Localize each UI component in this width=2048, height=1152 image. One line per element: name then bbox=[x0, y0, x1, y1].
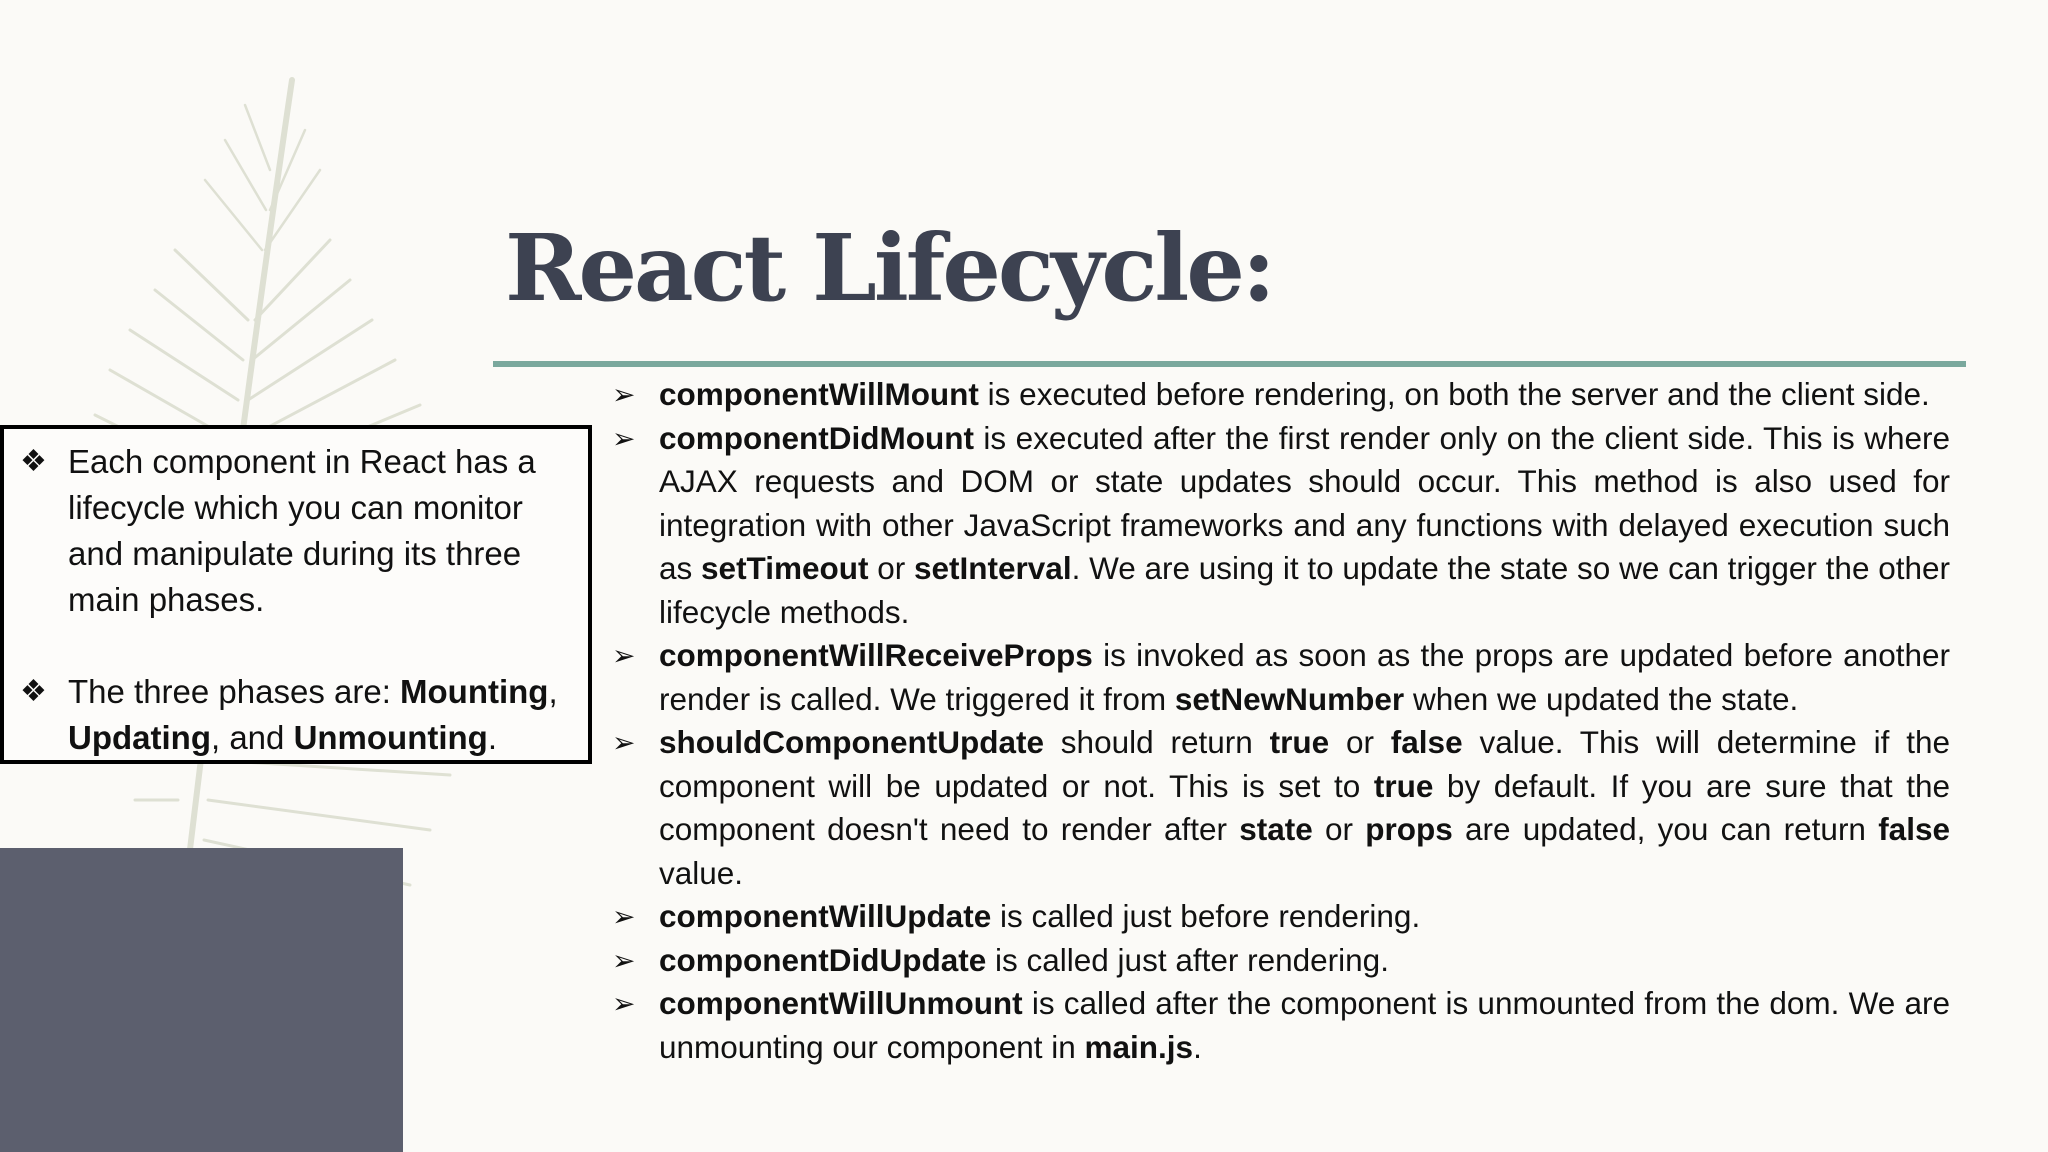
summary-item bbox=[18, 669, 583, 761]
method-name: shouldComponentUpdate bbox=[659, 724, 1044, 760]
arrowhead-bullet-icon: ➢ bbox=[612, 379, 636, 410]
arrowhead-bullet-icon: ➢ bbox=[612, 422, 636, 454]
method-name: componentWillUpdate bbox=[659, 898, 992, 934]
item-text: is called just before rendering. bbox=[991, 898, 1421, 934]
list-item bbox=[612, 895, 1950, 939]
summary-box bbox=[0, 425, 592, 764]
keyword: setTimeout bbox=[701, 550, 869, 586]
summary-list bbox=[18, 439, 583, 761]
item-text: when we updated the state. bbox=[1404, 680, 1799, 717]
title-underline bbox=[493, 361, 1966, 367]
keyword: false bbox=[1390, 724, 1463, 760]
four-diamond-bullet-icon: ❖ bbox=[20, 445, 47, 478]
list-item bbox=[612, 634, 1950, 721]
method-name: componentWillMount bbox=[659, 376, 979, 412]
phase-unmounting: Unmounting bbox=[293, 719, 488, 756]
slide-title: React Lifecycle: bbox=[505, 214, 1273, 322]
method-name: componentWillUnmount bbox=[659, 985, 1023, 1021]
list-item bbox=[612, 982, 1950, 1069]
item-text: value. This will determine if the component will be updated or not. This is set to bbox=[659, 724, 1950, 804]
list-item bbox=[612, 939, 1950, 983]
phase-mounting: Mounting bbox=[400, 673, 549, 710]
item-text: is invoked as soon as the props are updated before another render is called. We triggered it from bbox=[659, 637, 1950, 717]
dark-block bbox=[0, 848, 403, 1152]
summary-text: . bbox=[487, 719, 498, 756]
phase-updating: Updating bbox=[68, 719, 211, 756]
summary-text: , bbox=[548, 673, 558, 710]
keyword: setInterval bbox=[914, 550, 1072, 586]
keyword: true bbox=[1269, 724, 1330, 760]
keyword: props bbox=[1365, 811, 1453, 847]
item-text: is called after the component is unmounted from the dom. We are unmounting our component in bbox=[659, 985, 1950, 1065]
method-name: componentDidMount bbox=[659, 419, 974, 456]
summary-text: The three phases are: bbox=[68, 673, 401, 710]
arrowhead-bullet-icon: ➢ bbox=[612, 901, 636, 932]
method-name: componentDidUpdate bbox=[659, 941, 987, 978]
summary-item bbox=[18, 439, 583, 623]
item-text: is called just after rendering. bbox=[986, 941, 1389, 978]
keyword: true bbox=[1373, 767, 1434, 804]
item-text: or bbox=[868, 550, 914, 586]
item-text: by default. If you are sure that the component doesn't need to render after bbox=[659, 767, 1950, 847]
item-text: are updated, you can return bbox=[1452, 811, 1879, 847]
arrowhead-bullet-icon: ➢ bbox=[612, 944, 636, 976]
arrowhead-bullet-icon: ➢ bbox=[612, 988, 636, 1019]
item-text: . bbox=[1193, 1028, 1202, 1065]
summary-text: , and bbox=[210, 719, 294, 756]
arrowhead-bullet-icon: ➢ bbox=[612, 640, 636, 671]
item-text: or bbox=[1329, 724, 1391, 760]
method-name: componentWillReceiveProps bbox=[659, 637, 1093, 673]
summary-text: Each component in React has a lifecycle which you can monitor and manipulate during its three main phases. bbox=[68, 443, 536, 618]
lifecycle-method-list bbox=[612, 373, 1950, 1069]
keyword: state bbox=[1239, 811, 1313, 847]
keyword: setNewNumber bbox=[1174, 680, 1405, 717]
list-item bbox=[612, 417, 1950, 635]
list-item bbox=[612, 373, 1950, 417]
item-text: value. bbox=[659, 854, 744, 891]
keyword: false bbox=[1878, 811, 1950, 847]
item-text: . We are using it to update the state so we can trigger the other lifecycle methods. bbox=[659, 550, 1951, 630]
list-item bbox=[612, 721, 1950, 895]
arrowhead-bullet-icon: ➢ bbox=[612, 727, 636, 758]
item-text: is executed after the first render only on the client side. This is where AJAX requests and DOM or state updates should occur. This method is also used for integration with other JavaScript frameworks and any functions with delayed execution such as bbox=[659, 419, 1950, 586]
keyword: main.js bbox=[1084, 1028, 1194, 1065]
item-text: or bbox=[1312, 811, 1366, 847]
item-text: is executed before rendering, on both the server and the client side. bbox=[978, 376, 1930, 412]
four-diamond-bullet-icon: ❖ bbox=[20, 675, 47, 708]
item-text: should return bbox=[1043, 724, 1270, 760]
